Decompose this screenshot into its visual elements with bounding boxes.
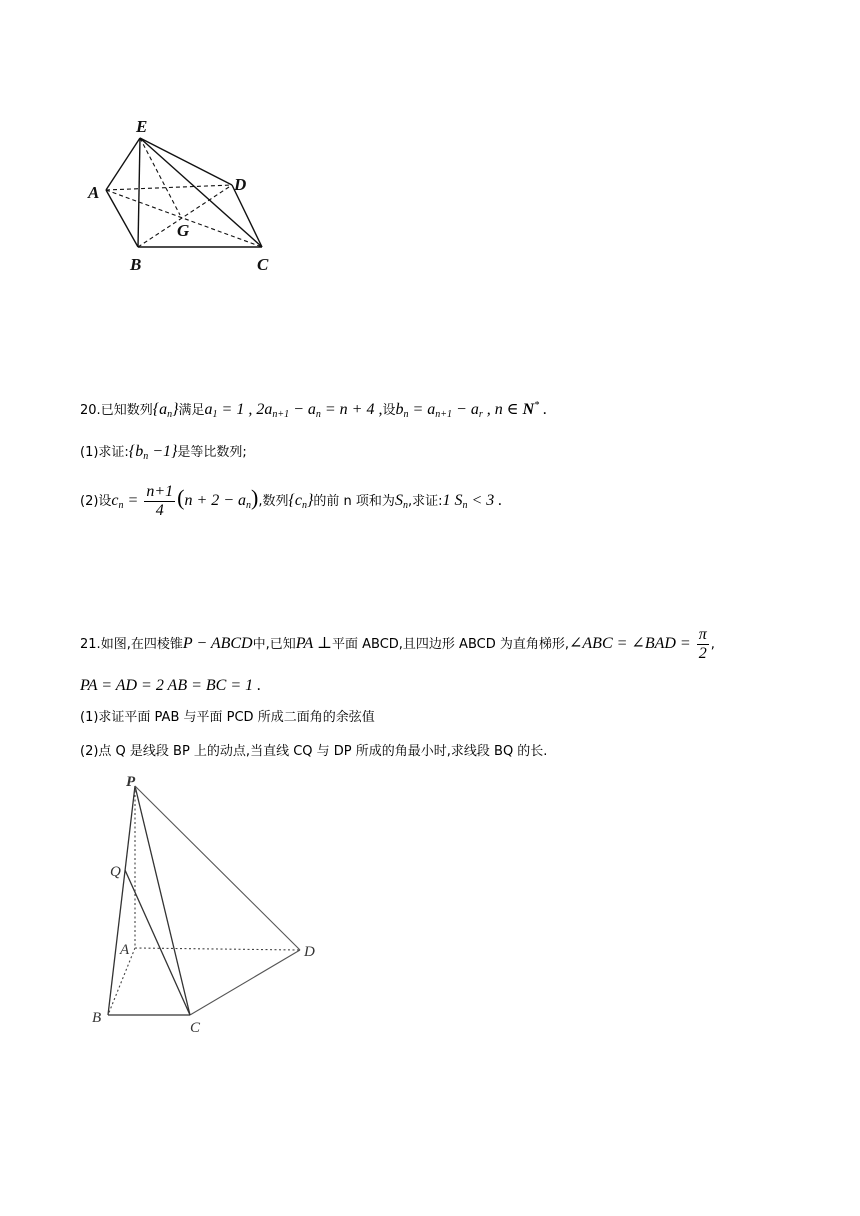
label-B: B (130, 255, 142, 274)
fraction-n1-over-4: $\frac{n+1}{4}$ (146, 483, 174, 519)
q21-part1: (1)求证平面 PAB 与平面 PCD 所成二面角的余弦值 (80, 710, 375, 725)
figure-2-pyramid (80, 770, 330, 1040)
edge-QC (125, 870, 190, 1015)
edge-PC (135, 786, 190, 1015)
q21-part2: (2)点 Q 是线段 BP 上的动点,当直线 CQ 与 DP 所成的角最小时,求线段 BQ 的长. (80, 744, 548, 759)
label-G: G (177, 221, 190, 240)
label-A: A (120, 942, 130, 958)
q20-part1: (1)求证$:\{b_n -1\}$是等比数列; (80, 443, 247, 462)
label-Q: Q (110, 864, 121, 880)
q20-statement: 20.已知数列$\{a_n\}$满足$a_1 = 1$ , $2a_{n+1} - a_n = n + 4$ ,设$b_n = a_{n+1} - a_r$ , n ∈ N* . (80, 400, 548, 420)
figure-1-solid (80, 110, 300, 280)
label-E: E (136, 117, 148, 136)
edge-AD (106, 185, 232, 190)
figure-2-svg (80, 770, 330, 1040)
label-D: D (304, 944, 315, 960)
fraction-pi-over-2: $\frac{\pi}{2}$ (698, 626, 707, 662)
q21-statement-line2: PA = AD = 2 AB = BC = 1 . (80, 677, 262, 694)
edge-CD (190, 950, 300, 1015)
edge-EB (138, 138, 140, 247)
edge-EA (106, 138, 140, 190)
label-P: P (126, 774, 136, 790)
label-C: C (257, 255, 269, 274)
edge-ED (140, 138, 232, 185)
q21-statement-line1: 21.如图,在四棱锥P − ABCD中,已知PA ⊥平面 ABCD,且四边形 ABCD 为直角梯形,∠ABC = ∠BAD = $\frac{\pi}{2}$ , (80, 626, 715, 662)
edge-DC (232, 185, 262, 247)
edge-EG (140, 138, 180, 215)
label-B: B (92, 1010, 102, 1026)
edge-PD (135, 786, 300, 950)
label-D: D (234, 175, 247, 194)
label-A: A (88, 183, 100, 202)
label-C: C (190, 1020, 201, 1036)
edge-PB (108, 786, 135, 1015)
q20-part2: (2)设$c_n$ = $\frac{n+1}{4}$ $(n + 2 - a_n)$,数列$\{c_n\}$的前 n 项和为$S_n$,求证:1 $S_n < 3$ . (80, 483, 503, 519)
edge-AB (106, 190, 138, 247)
figure-1-svg (80, 110, 300, 280)
